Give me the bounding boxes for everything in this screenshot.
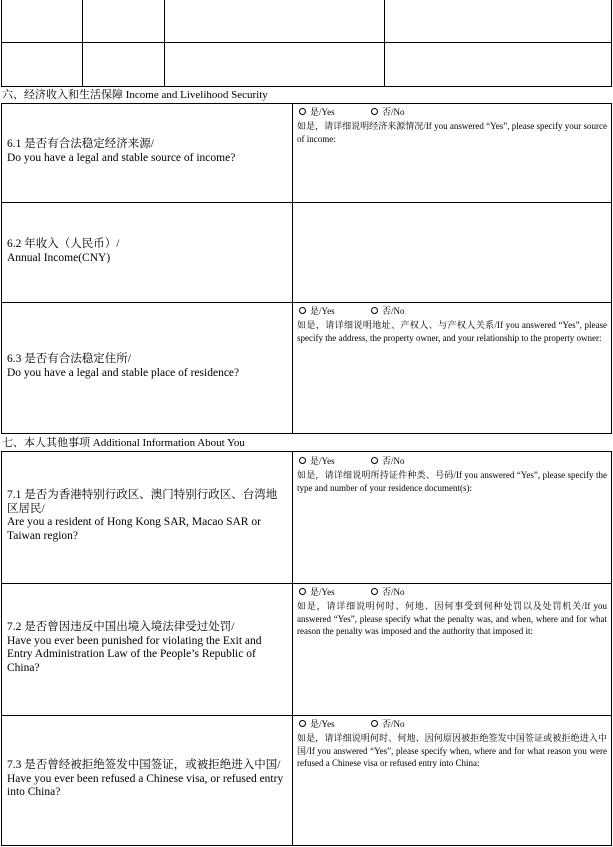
income-table-row-divider: [1, 202, 612, 203]
question-zh: 7.1 是否为香港特别行政区、澳门特别行政区、台湾地区居民/: [7, 489, 278, 515]
question-label: [7, 353, 287, 380]
yes-no-options: [299, 719, 405, 730]
no-radio[interactable]: [371, 720, 378, 727]
question-zh: 6.2 年收入（人民币）/: [7, 238, 120, 250]
income-table-row-divider: [1, 302, 612, 303]
question-label: [7, 238, 287, 265]
question-label: [7, 489, 287, 543]
yes-label: 是/Yes: [310, 107, 335, 117]
yes-radio[interactable]: [299, 307, 306, 314]
question-zh: 6.3 是否有合法稳定住所/: [7, 353, 131, 365]
yes-label: 是/Yes: [310, 719, 335, 729]
no-label: 否/No: [382, 719, 405, 729]
no-radio[interactable]: [371, 307, 378, 314]
top-table-col-divider: [82, 0, 83, 87]
section-heading-income: 六、经济收入和生活保障 Income and Livelihood Security: [2, 89, 268, 101]
yes-no-options: [299, 107, 405, 118]
yes-no-options: [299, 587, 405, 598]
yes-label: 是/Yes: [310, 587, 335, 597]
no-label: 否/No: [382, 587, 405, 597]
question-detail: 如是，请详细说明地址、产权人、与产权人关系/If you answered “Yes”, please specify the address, the property owner, and your relationship to the property owner:: [297, 320, 607, 343]
question-label: [7, 759, 287, 800]
yes-label: 是/Yes: [310, 306, 335, 316]
yes-radio[interactable]: [299, 108, 306, 115]
yes-no-options: [299, 306, 405, 317]
question-en: Annual Income(CNY): [7, 251, 111, 264]
top-table-col-divider: [384, 0, 385, 87]
question-en: Have you ever been punished for violating the Exit and Entry Administration Law of the People’s Republic of China?: [7, 634, 262, 674]
no-radio[interactable]: [371, 588, 378, 595]
question-zh: 7.2 是否曾因违反中国出境入境法律受过处罚/: [7, 621, 235, 633]
yes-radio[interactable]: [299, 457, 306, 464]
yes-radio[interactable]: [299, 720, 306, 727]
top-table-row-divider: [1, 42, 612, 43]
additional-table-col-divider: [292, 451, 293, 846]
question-label: [7, 621, 287, 675]
top-table-col-divider: [164, 0, 165, 87]
question-detail: 如是，请详细说明经济来源情况/If you answered “Yes”, please specify your source of income:: [297, 121, 607, 144]
top-table: [1, 0, 612, 87]
question-zh: 6.1 是否有合法稳定经济来源/: [7, 138, 154, 150]
question-detail: 如是，请详细说明何时、何地、因何原因被拒绝签发中国签证或被拒绝进入中国/If you answered “Yes”, please specify when, where and for what reason you were refused a Chinese visa or refused entry into China:: [297, 733, 607, 768]
question-label: [7, 138, 287, 165]
section-heading-additional: 七、本人其他事项 Additional Information About You: [2, 437, 245, 449]
no-label: 否/No: [382, 306, 405, 316]
question-en: Do you have a legal and stable place of residence?: [7, 366, 240, 379]
yes-radio[interactable]: [299, 588, 306, 595]
question-en: Have you ever been refused a Chinese visa, or refused entry into China?: [7, 772, 284, 798]
question-detail: 如是，请详细说明所持证件种类、号码/If you answered “Yes”, please specify the type and number of your residence document(s):: [297, 470, 607, 493]
question-zh: 7.3 是否曾经被拒绝签发中国签证，或被拒绝进入中国/: [7, 759, 281, 771]
no-radio[interactable]: [371, 108, 378, 115]
no-label: 否/No: [382, 456, 405, 466]
no-radio[interactable]: [371, 457, 378, 464]
yes-no-options: [299, 456, 405, 467]
income-table-col-divider: [292, 103, 293, 434]
question-en: Are you a resident of Hong Kong SAR, Macao SAR or Taiwan region?: [7, 516, 261, 542]
question-en: Do you have a legal and stable source of income?: [7, 151, 236, 164]
no-label: 否/No: [382, 107, 405, 117]
additional-table-row-divider: [1, 715, 612, 716]
additional-table-row-divider: [1, 583, 612, 584]
yes-label: 是/Yes: [310, 456, 335, 466]
question-detail: 如是，请详细说明何时、何地、因何事受到何种处罚以及处罚机关/If you answered “Yes”, please specify what the penalty was, and when, where and for what reason the penalty was imposed and the authority that imposed it:: [297, 601, 607, 636]
